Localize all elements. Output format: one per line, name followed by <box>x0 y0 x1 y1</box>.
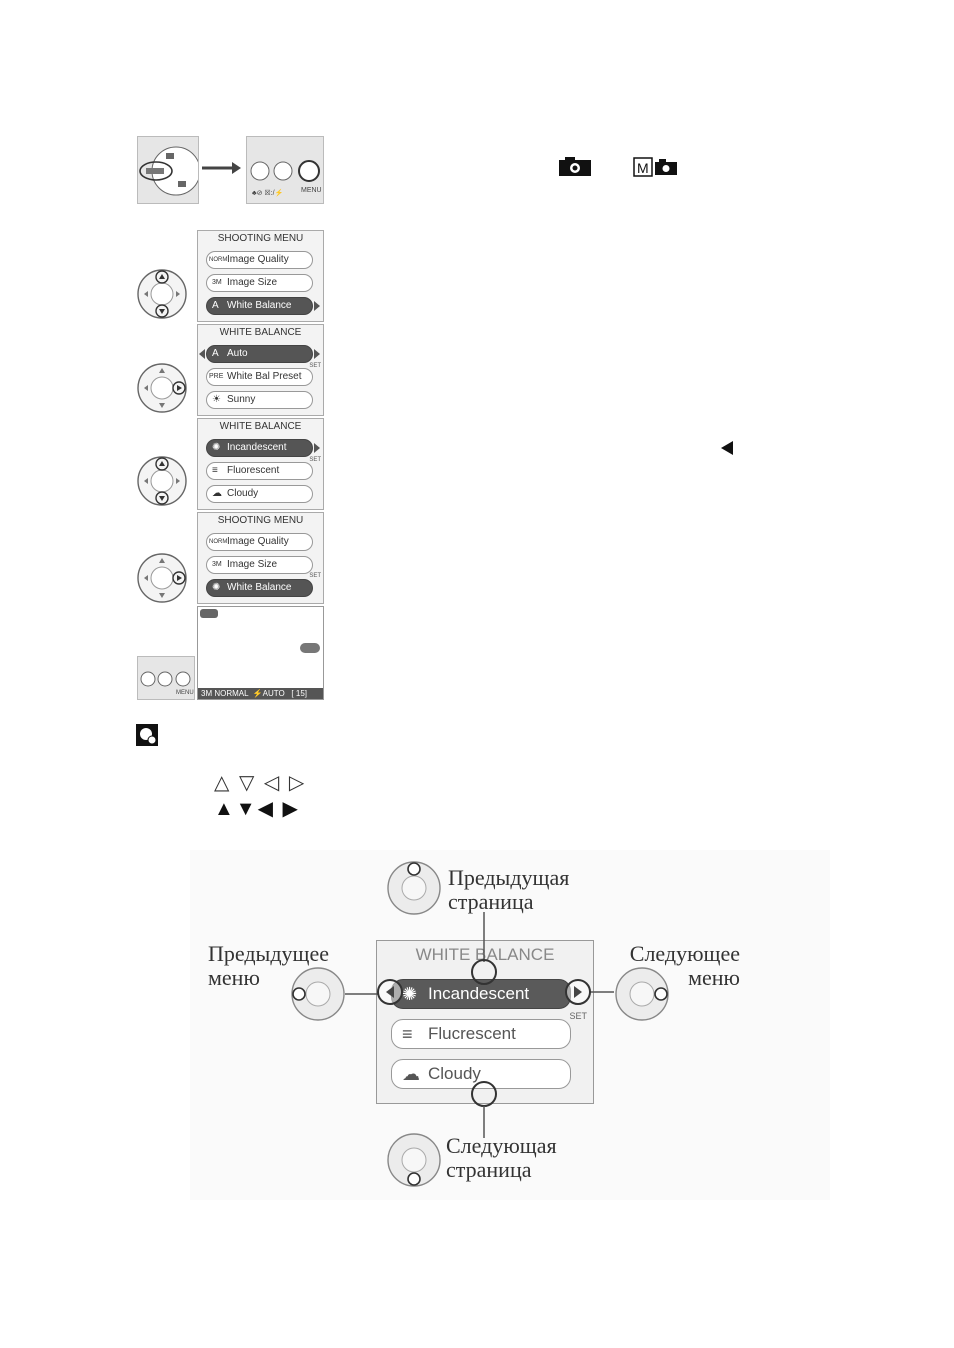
cloud-icon: ☁ <box>212 488 222 499</box>
diagram-menu-title: WHITE BALANCE <box>415 945 555 964</box>
dpad-down-icon <box>386 1132 442 1188</box>
shooting-menu-title: SHOOTING MENU <box>217 515 304 526</box>
preset-icon: PRE <box>209 373 224 380</box>
label-previous-page: Предыдущая страница <box>448 865 570 914</box>
incandescent-icon <box>300 643 320 653</box>
white-balance-screen-2 <box>197 418 324 510</box>
menu-button-label: MENU <box>301 187 322 194</box>
m-camera-icon <box>633 156 681 178</box>
chevron-right-icon <box>314 349 320 359</box>
size-icon: 3M <box>212 279 222 286</box>
menu-item-label: Image Quality <box>227 254 289 265</box>
menu-item-image-quality <box>206 251 313 269</box>
menu-item-label: Incandescent <box>428 984 530 1003</box>
arrow-left-solid-icon <box>719 440 735 456</box>
norm-icon: NORM <box>209 257 228 263</box>
menu-item-white-balance <box>206 579 313 597</box>
arrow-right-icon <box>200 160 242 176</box>
label-previous-menu: Предыдущее меню <box>208 941 329 990</box>
menu-item-label: White Bal Preset <box>227 371 302 382</box>
menu-item-label: White Balance <box>227 582 292 593</box>
wb-item-incandescent <box>206 439 313 457</box>
wb-item-preset <box>206 368 313 386</box>
set-label: SET <box>309 363 321 369</box>
set-label: SET <box>309 573 321 579</box>
chevron-right-icon <box>314 443 320 453</box>
chevron-right-icon <box>314 301 320 311</box>
tip-icon <box>136 724 158 746</box>
wb-item-cloudy <box>206 485 313 503</box>
camera-mode-icon <box>200 609 218 618</box>
wb-item-auto <box>206 345 313 363</box>
menu-item-image-size <box>206 274 313 292</box>
incandescent-icon: ✺ <box>212 582 221 593</box>
navigation-diagram <box>190 850 830 1200</box>
mode-dial-icon <box>138 137 198 203</box>
cloud-icon: ☁ <box>402 1064 420 1084</box>
set-label: SET <box>309 457 321 463</box>
shooting-menu-title: SHOOTING MENU <box>217 233 304 244</box>
auto-icon: A <box>212 348 219 359</box>
menu-item-label: Flucrescent <box>428 1024 516 1043</box>
incandescent-icon: ✺ <box>402 984 418 1004</box>
menu-button-label: MENU <box>176 690 194 696</box>
hollow-arrows: △ ▽ ◁ ▷ <box>214 772 307 794</box>
dpad-right-icon <box>136 552 188 604</box>
menu-item-label: Cloudy <box>428 1064 481 1083</box>
menu-item-label: Cloudy <box>227 488 259 499</box>
camera-buttons-image <box>137 656 195 700</box>
mode-dial-image <box>137 136 199 204</box>
camera-icon <box>557 156 593 178</box>
lcd-screen <box>197 606 324 700</box>
norm-icon: NORM <box>209 539 228 545</box>
wb-item-sunny <box>206 391 313 409</box>
menu-item-image-quality <box>206 533 313 551</box>
dpad-up-down-icon <box>136 455 188 507</box>
menu-item-white-balance <box>206 297 313 315</box>
menu-item-label: Fluorescent <box>227 465 280 476</box>
solid-arrows: ▲▼◀ ▶ <box>214 798 300 820</box>
incandescent-icon: ✺ <box>212 442 221 453</box>
menu-item-label: Image Size <box>227 559 278 570</box>
dpad-right-icon <box>136 362 188 414</box>
sun-icon: ☀ <box>212 394 221 405</box>
set-label: SET <box>569 1011 587 1021</box>
menu-item-label: Image Quality <box>227 536 289 547</box>
white-balance-title: WHITE BALANCE <box>219 327 302 338</box>
lcd-status-bar: 3M NORMAL ⚡AUTO [ 15] <box>198 688 323 699</box>
dpad-up-icon <box>386 860 442 916</box>
menu-item-label: Sunny <box>227 394 256 405</box>
white-balance-screen-1 <box>197 324 324 416</box>
size-icon: 3M <box>212 561 222 568</box>
menu-item-image-size <box>206 556 313 574</box>
svg-text:♣⊘ ☒:/⚡: ♣⊘ ☒:/⚡ <box>252 190 284 197</box>
dpad-up-down-icon <box>136 268 188 320</box>
camera-buttons-image <box>246 136 324 204</box>
menu-item-label: Auto <box>227 348 248 359</box>
label-next-page: Следующая страница <box>446 1133 557 1182</box>
wb-item-fluorescent <box>206 462 313 480</box>
label-next-menu: Следующее меню <box>629 941 740 990</box>
shooting-menu-screen <box>197 230 324 322</box>
chevron-left-icon <box>199 349 205 359</box>
menu-item-label: Incandescent <box>227 442 287 453</box>
svg-text:M: M <box>637 160 649 176</box>
fluorescent-icon: ≡ <box>212 465 218 476</box>
shooting-menu-screen-2 <box>197 512 324 604</box>
menu-item-label: White Balance <box>227 300 292 311</box>
auto-icon: A <box>212 300 219 311</box>
menu-item-label: Image Size <box>227 277 278 288</box>
white-balance-title: WHITE BALANCE <box>219 421 302 432</box>
fluorescent-icon: ≡ <box>402 1024 413 1044</box>
